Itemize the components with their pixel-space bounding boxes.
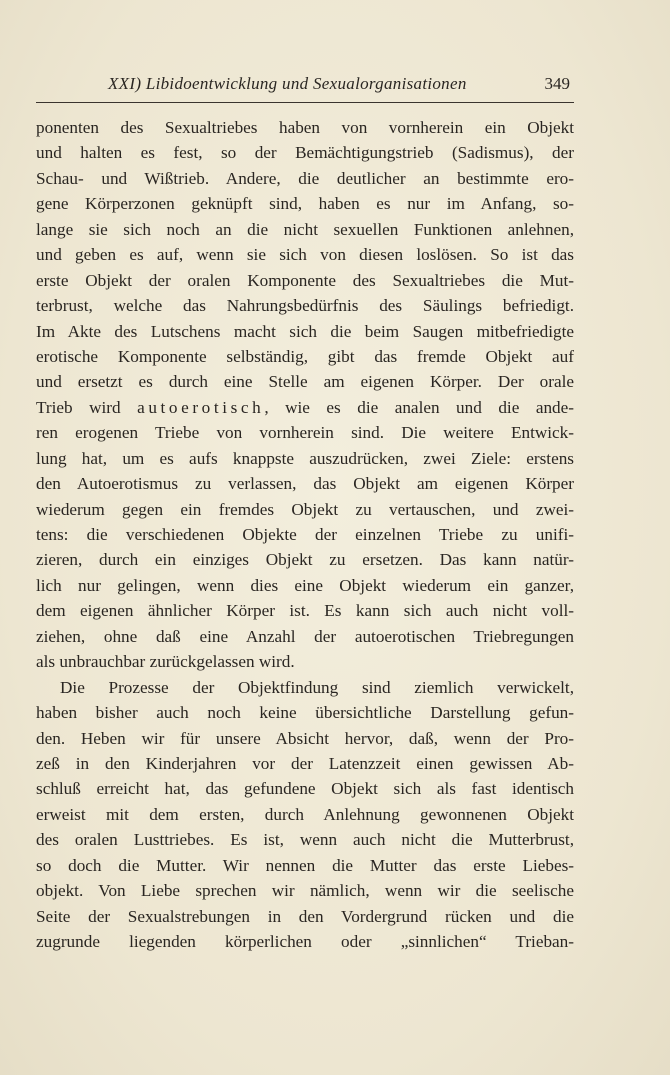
text-line: ziehen, ohne daß eine Anzahl der autoerotischen Triebregungen — [36, 626, 574, 646]
text-line: Seite der Sexualstrebungen in den Vordergrund rücken und die — [36, 906, 574, 926]
text-line: lung hat, um es aufs knappste auszudrücken, zwei Ziele: erstens — [36, 448, 574, 468]
text-line-pre: Trieb wird — [36, 397, 138, 417]
text-line — [36, 395, 574, 420]
text-line: den Autoerotismus zu verlassen, das Objekt am eigenen Körper — [36, 474, 574, 494]
text-line: als unbrauchbar zurückgelassen wird. — [36, 652, 295, 672]
text-line: so doch die Mutter. Wir nennen die Mutter das erste Liebes- — [36, 855, 574, 875]
text-line: zugrunde liegenden körperlichen oder „sinnlichen“ Trieban- — [36, 932, 574, 951]
text-line: gene Körperzonen geknüpft sind, haben es nur im Anfang, so- — [36, 194, 574, 214]
text-line: lich nur gelingen, wenn dies eine Objekt wiederum ein ganzer, — [36, 575, 574, 595]
text-line: lange sie sich noch an die nicht sexuellen Funktionen anlehnen, — [36, 219, 574, 239]
text-line: und halten es fest, so der Bemächtigungstrieb (Sadismus), der — [36, 143, 574, 163]
running-head — [36, 74, 574, 102]
spaced-emphasis: autoerotisch — [137, 397, 265, 417]
header-rule — [36, 102, 574, 103]
text-line: terbrust, welche das Nahrungsbedürfnis des Säulings befriedigt. — [36, 296, 574, 316]
text-line: wiederum gegen ein fremdes Objekt zu vertauschen, und zwei- — [36, 499, 574, 519]
text-line: erotische Komponente selbständig, gibt das fremde Objekt auf — [36, 346, 574, 366]
text-line: objekt. Von Liebe sprechen wir nämlich, wenn wir die seelische — [36, 881, 574, 901]
text-line-post: , wie es die analen und die ande- — [264, 397, 574, 417]
text-line: dem eigenen ähnlicher Körper ist. Es kann sich auch nicht voll- — [36, 601, 574, 621]
text-line: erweist mit dem ersten, durch Anlehnung gewonnenen Objekt — [36, 804, 574, 824]
text-line: Im Akte des Lutschens macht sich die beim Saugen mitbefriedigte — [36, 321, 574, 341]
text-line: und ersetzt es durch eine Stelle am eigenen Körper. Der orale — [36, 372, 574, 392]
text-line: erste Objekt der oralen Komponente des Sexualtriebes die Mut- — [36, 270, 574, 290]
text-line: tens: die verschiedenen Objekte der einzelnen Triebe zu unifi- — [36, 525, 574, 544]
text-line: den. Heben wir für unsere Absicht hervor, daß, wenn der Pro- — [36, 728, 574, 748]
body-text — [36, 115, 574, 954]
text-line: ponenten des Sexualtriebes haben von vornherein ein Objekt — [36, 118, 574, 137]
text-line: zeß in den Kinderjahren vor der Latenzzeit einen gewissen Ab- — [36, 753, 574, 773]
text-line: haben bisher auch noch keine übersichtliche Darstellung gefun- — [36, 703, 574, 723]
text-line: zieren, durch ein einziges Objekt zu ersetzen. Das kann natür- — [36, 550, 574, 570]
text-line: ren erogenen Triebe von vornherein sind. Die weitere Entwick- — [36, 423, 574, 443]
text-line: und geben es auf, wenn sie sich von diesen loslösen. So ist das — [36, 245, 574, 265]
page-number: 349 — [544, 74, 570, 93]
running-head-title: XXI) Libidoentwicklung und Sexualorganisationen — [108, 74, 467, 93]
text-line: Schau- und Wißtrieb. Andere, die deutlicher an bestimmte ero- — [36, 168, 574, 188]
text-line: des oralen Lusttriebes. Es ist, wenn auch nicht die Mutterbrust, — [36, 830, 574, 850]
text-line: Die Prozesse der Objektfindung sind ziemlich verwickelt, — [60, 677, 574, 697]
text-line: schluß erreicht hat, das gefundene Objekt sich als fast identisch — [36, 779, 574, 799]
